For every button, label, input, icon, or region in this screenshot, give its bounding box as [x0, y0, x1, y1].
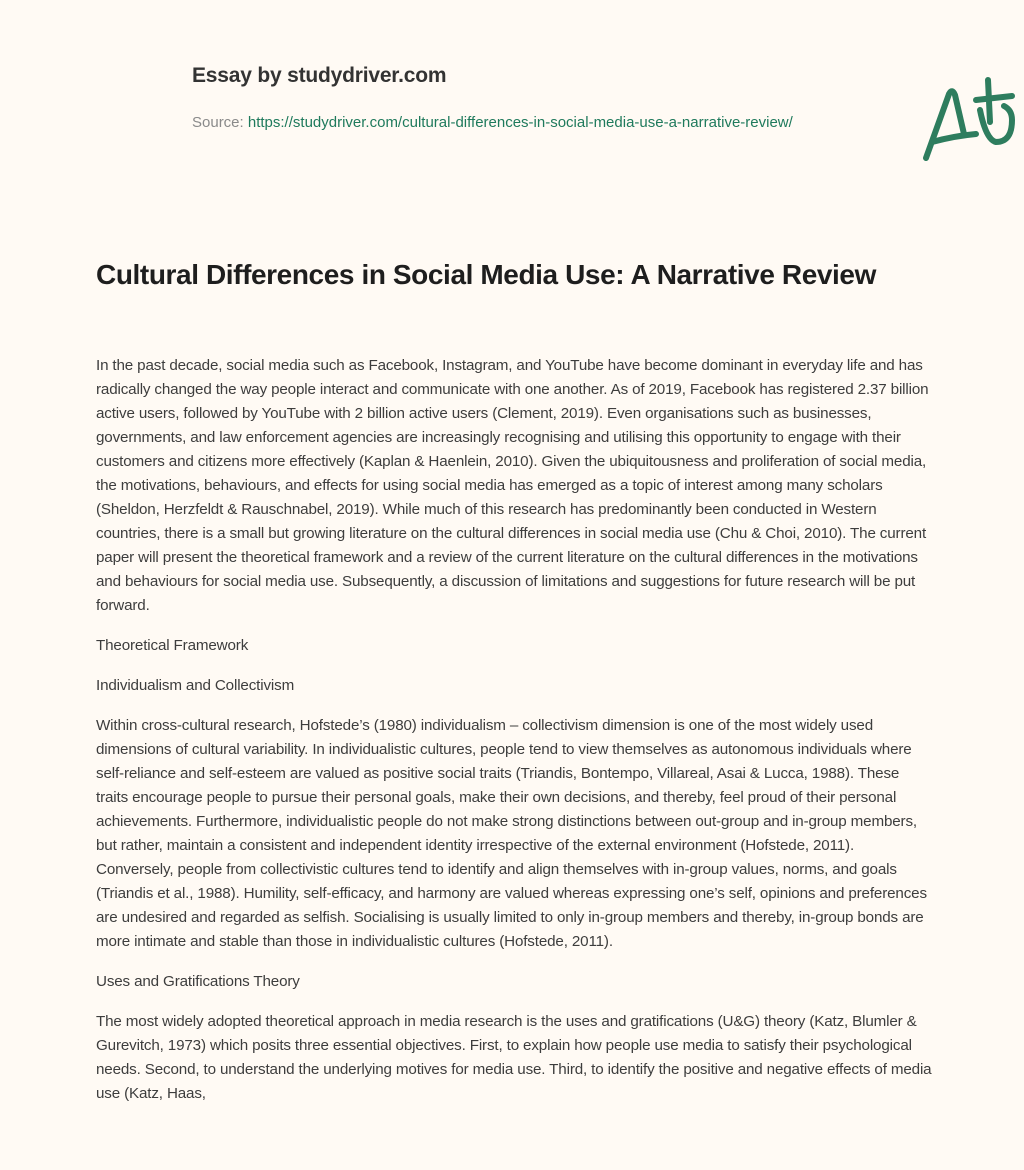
source-label: Source: — [192, 114, 244, 131]
paragraph-individualism: Within cross-cultural research, Hofstede’s (1980) individualism – collectivism dimension is one of the most widely used dimensions of cultural variability. In individualistic cultures, people tend to view themselves as autonomous individuals where self-reliance and self-esteem are valued as positive social traits (Triandis, Bontempo, Villareal, Asai & Lucca, 1988). These traits encourage people to pursue their personal goals, make their own decisions, and thereby, feel proud of their personal achievements. Furthermore, individualistic people do not make strong distinctions between out-group and in-group members, but rather, maintain a consistent and independent identity irrespective of the external environment (Hofstede, 2011). Conversely, people from collectivistic cultures tend to identify and align themselves with in-group values, norms, and goals (Triandis et al., 1988). Humility, self-efficacy, and harmony are valued whereas expressing one’s self, opinions and preferences are undesired and regarded as selfish. Socialising is usually limited to only in-group members and thereby, in-group bonds are more intimate and stable than those in individualistic cultures (Hofstede, 2011). — [96, 717, 927, 950]
source-line — [192, 111, 832, 135]
section-heading-theoretical-framework: Theoretical Framework — [96, 637, 249, 654]
document-body — [96, 354, 932, 1122]
page-header — [96, 0, 928, 200]
paragraph-intro: In the past decade, social media such as Facebook, Instagram, and YouTube have become dominant in everyday life and has radically changed the way people interact and communicate with one another. As of 2019, Facebook has registered 2.37 billion active users, followed by YouTube with 2 billion active users (Clement, 2019). Even organisations such as businesses, governments, and law enforcement agencies are increasingly recognising and utilising this opportunity to engage with their customers and citizens more effectively (Kaplan & Haenlein, 2010). Given the ubiquitousness and proliferation of social media, the motivations, behaviours, and effects for using social media has emerged as a topic of interest among many scholars (Sheldon, Herzfeldt & Rauschnabel, 2019). While much of this research has predominantly been conducted in Western countries, there is a small but growing literature on the cultural differences in social media use (Chu & Choi, 2010). The current paper will present the theoretical framework and a review of the current literature on the cultural differences in the motivations and behaviours for social media use. Subsequently, a discussion of limitations and suggestions for future research will be put forward. — [96, 357, 929, 614]
site-title: Essay by studydriver.com — [192, 64, 447, 87]
a-plus-grade-icon — [916, 64, 1024, 164]
section-heading-uses-gratifications: Uses and Gratifications Theory — [96, 973, 300, 990]
paragraph-uses-gratifications: The most widely adopted theoretical approach in media research is the uses and gratifications (U&G) theory (Katz, Blumler & Gurevitch, 1973) which posits three essential objectives. First, to explain how people use media to satisfy their psychological needs. Second, to understand the underlying motives for media use. Third, to identify the positive and negative effects of media use (Katz, Haas, — [96, 1013, 932, 1102]
section-heading-individualism-collectivism: Individualism and Collectivism — [96, 677, 295, 694]
source-link[interactable]: https://studydriver.com/cultural-differences-in-social-media-use-a-narrative-review/ — [247, 114, 793, 131]
document-title: Cultural Differences in Social Media Use: A Narrative Review — [96, 259, 876, 290]
